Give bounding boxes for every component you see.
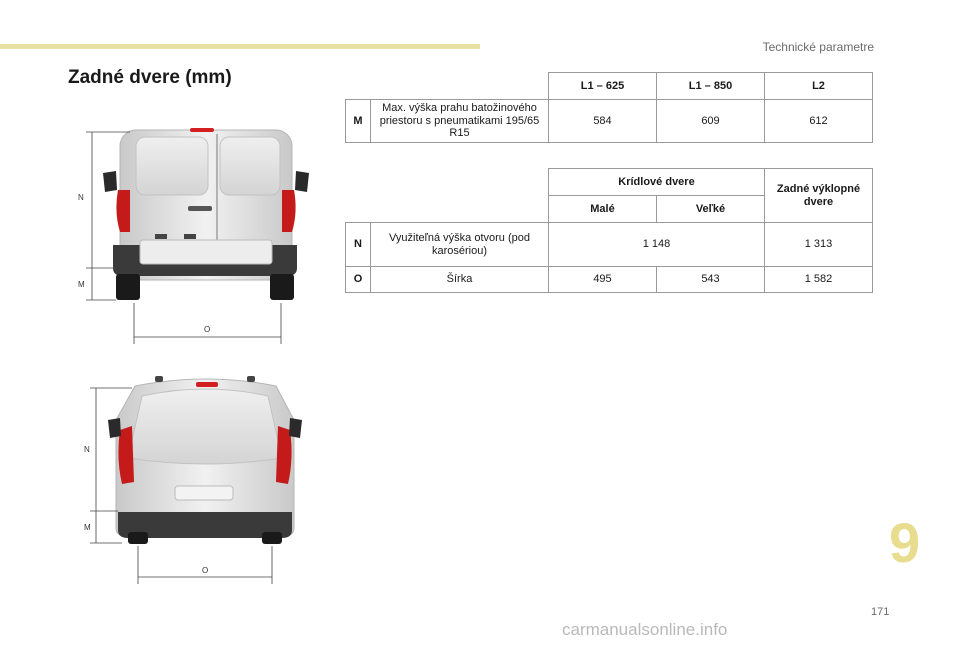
- cell-value: 609: [657, 100, 765, 143]
- page-number: 171: [871, 606, 890, 618]
- threshold-height-table: [345, 72, 873, 143]
- row-code: O: [346, 267, 371, 293]
- column-header-l1-850: L1 – 850: [657, 73, 765, 100]
- van1-label-o: O: [204, 325, 211, 334]
- van2-label-o: O: [202, 566, 209, 575]
- table-row: [346, 223, 873, 267]
- table-row: [346, 100, 873, 143]
- van2-label-m: M: [84, 523, 91, 532]
- group-header-wing-doors: Krídlové dvere: [549, 169, 765, 196]
- row-code: N: [346, 223, 371, 267]
- column-header-l2: L2: [765, 73, 873, 100]
- column-header-l1-625: L1 – 625: [549, 73, 657, 100]
- van-rear-wing-doors-icon: [103, 128, 309, 300]
- row-label: Šírka: [371, 267, 549, 293]
- page-title: Zadné dvere (mm): [68, 67, 232, 88]
- watermark: carmanualsonline.info: [562, 620, 728, 639]
- cell-value: 543: [657, 267, 765, 293]
- row-code: M: [346, 100, 371, 143]
- cell-value: 584: [549, 100, 657, 143]
- column-header-tailgate: Zadné výklopné dvere: [765, 169, 873, 223]
- van-rear-tailgate-icon: [108, 376, 302, 544]
- column-header-small: Malé: [549, 196, 657, 223]
- cell-value: 612: [765, 100, 873, 143]
- van1-label-n: N: [78, 193, 84, 202]
- chapter-number: 9: [889, 511, 921, 574]
- column-header-large: Veľké: [657, 196, 765, 223]
- door-opening-table: [345, 168, 873, 293]
- cell-value: 1 148: [549, 223, 765, 267]
- cell-value: 1 313: [765, 223, 873, 267]
- row-label: Využiteľná výška otvoru (pod karosériou): [371, 223, 549, 267]
- van1-label-m: M: [78, 280, 85, 289]
- row-label: Max. výška prahu batožinového priestoru s pneumatikami 195/65 R15: [371, 100, 549, 143]
- cell-value: 495: [549, 267, 657, 293]
- table-row: [346, 267, 873, 293]
- cell-value: 1 582: [765, 267, 873, 293]
- van2-label-n: N: [84, 445, 90, 454]
- section-title: Technické parametre: [762, 40, 874, 54]
